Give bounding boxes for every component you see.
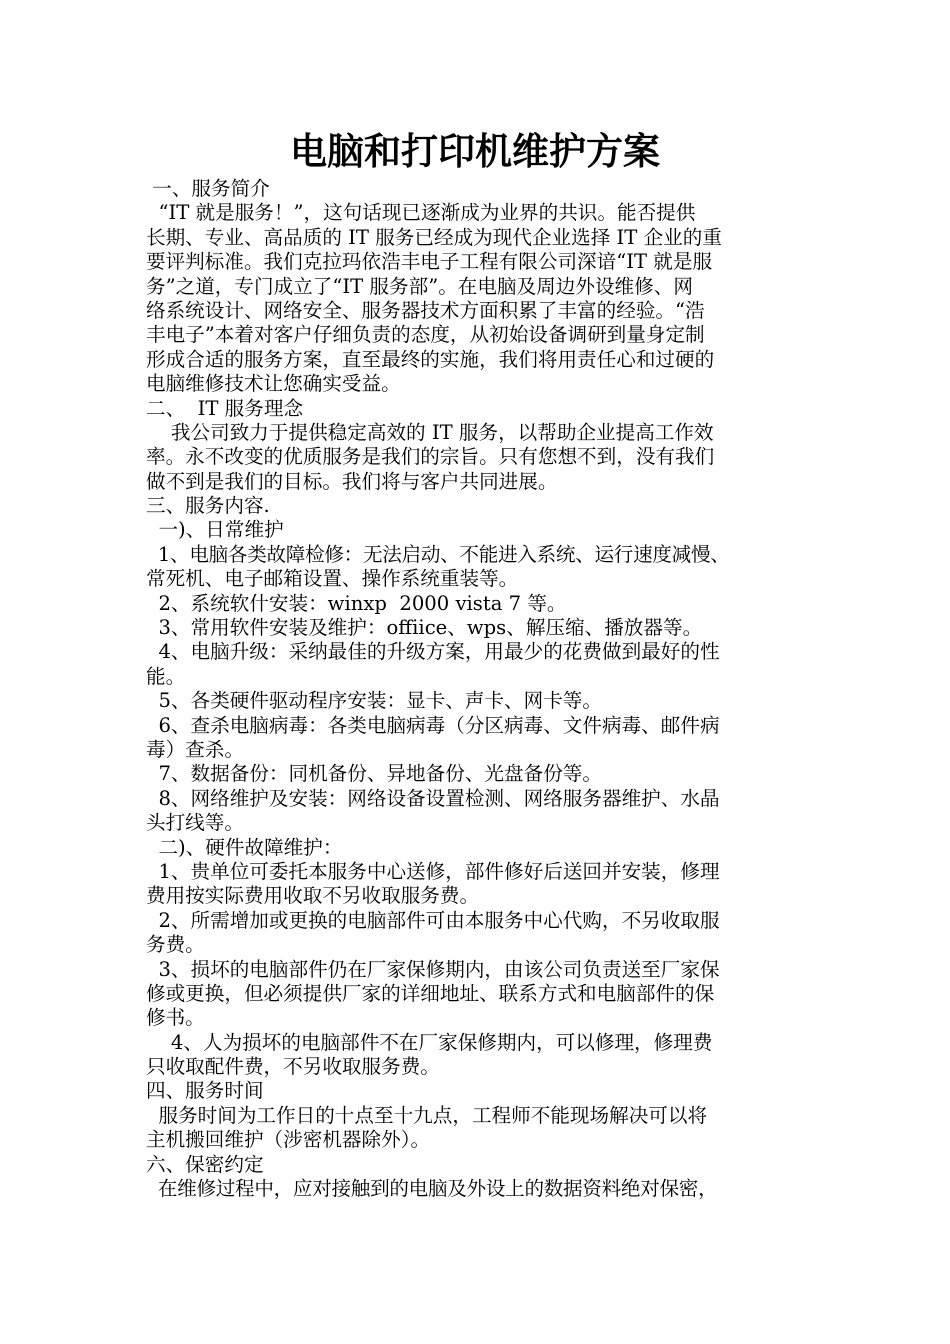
list-item-line: 1、贵单位可委托本服务中心送修，部件修好后送回并安装，修理 [146, 859, 720, 883]
paragraph-line: 主机搬回维护（涉密机器除外）。 [146, 1128, 431, 1152]
paragraph-line: 要评判标准。我们克拉玛依浩丰电子工程有限公司深谙“IT 就是服 [146, 250, 713, 274]
list-item-line: 修或更换，但必须提供厂家的详细地址、联系方式和电脑部件的保 [146, 981, 715, 1005]
paragraph-line: 电脑维修技术让您确实受益。 [146, 372, 401, 396]
paragraph-line: 务”之道，专门成立了“IT 服务部”。在电脑及周边外设维修、网 [146, 274, 693, 298]
paragraph-line: 率。永不改变的优质服务是我们的宗旨。只有您想不到，没有我们 [146, 445, 715, 469]
section-heading: 四、服务时间 [146, 1079, 264, 1103]
list-item-line: 3、常用软件安装及维护：offiice、wps、解压缩、播放器等。 [146, 616, 703, 640]
subsection-heading: 一)、日常维护 [146, 518, 284, 542]
paragraph-line: 络系统设计、网络安全、服务器技术方面积累了丰富的经验。“浩 [146, 298, 705, 322]
list-item-line: 头打线等。 [146, 811, 244, 835]
section-heading: 一、服务简介 [146, 177, 270, 200]
paragraph-line: “IT 就是服务！”，这句话现已逐渐成为业界的共识。能否提供 [146, 201, 696, 225]
paragraph-line: 做不到是我们的目标。我们将与客户共同进展。 [146, 469, 558, 493]
section-heading: 二、 IT 服务理念 [146, 396, 304, 420]
list-item-line: 5、各类硬件驱动程序安装：显卡、声卡、网卡等。 [146, 689, 602, 713]
list-item-line: 毒）查杀。 [146, 737, 244, 761]
list-item-line: 6、查杀电脑病毒：各类电脑病毒（分区病毒、文件病毒、邮件病 [146, 713, 720, 737]
list-item-line: 修书。 [146, 1006, 205, 1030]
section-heading: 三、服务内容. [146, 494, 270, 518]
list-item-line: 2、系统软什安装：winxp 2000 vista 7 等。 [146, 591, 567, 615]
list-item-line: 4、电脑升级：采纳最佳的升级方案，用最少的花费做到最好的性 [146, 640, 720, 664]
list-item-line: 常死机、电子邮箱设置、操作系统重装等。 [146, 567, 519, 591]
list-item-line: 费用按实际费用收取不另收取服务费。 [146, 884, 480, 908]
paragraph-line: 形成合适的服务方案，直至最终的实施，我们将用责任心和过硬的 [146, 347, 715, 371]
paragraph-line: 丰电子”本着对客户仔细负责的态度，从初始设备调研到量身定制 [146, 323, 705, 347]
list-item-line: 能。 [146, 664, 186, 688]
paragraph-line: 服务时间为工作日的十点至十九点，工程师不能现场解决可以将 [146, 1103, 708, 1127]
list-item-line: 务费。 [146, 933, 205, 957]
document-body [146, 177, 828, 1201]
document-title: 电脑和打印机维护方案 [290, 129, 660, 173]
list-item-line: 3、损坏的电脑部件仍在厂家保修期内，由该公司负责送至厂家保 [146, 957, 720, 981]
list-item-line: 8、网络维护及安装：网络设备设置检测、网络服务器维护、水晶 [146, 786, 720, 810]
list-item-line: 4、人为损坏的电脑部件不在厂家保修期内，可以修理，修理费 [146, 1030, 713, 1054]
subsection-heading: 二)、硬件故障维护： [146, 835, 343, 859]
list-item-line: 1、电脑各类故障检修：无法启动、不能进入系统、运行速度减慢、 [146, 542, 730, 566]
paragraph-line: 长期、专业、高品质的 IT 服务已经成为现代企业选择 IT 企业的重 [146, 225, 722, 249]
list-item-line: 只收取配件费，不另收取服务费。 [146, 1055, 440, 1079]
list-item-line: 7、数据备份：同机备份、异地备份、光盘备份等。 [146, 762, 602, 786]
paragraph-line: 我公司致力于提供稳定高效的 IT 服务，以帮助企业提高工作效 [146, 420, 714, 444]
section-heading: 六、保密约定 [146, 1152, 264, 1176]
paragraph-line: 在维修过程中，应对接触到的电脑及外设上的数据资料绝对保密， [146, 1177, 718, 1201]
list-item-line: 2、所需增加或更换的电脑部件可由本服务中心代购，不另收取服 [146, 908, 720, 932]
